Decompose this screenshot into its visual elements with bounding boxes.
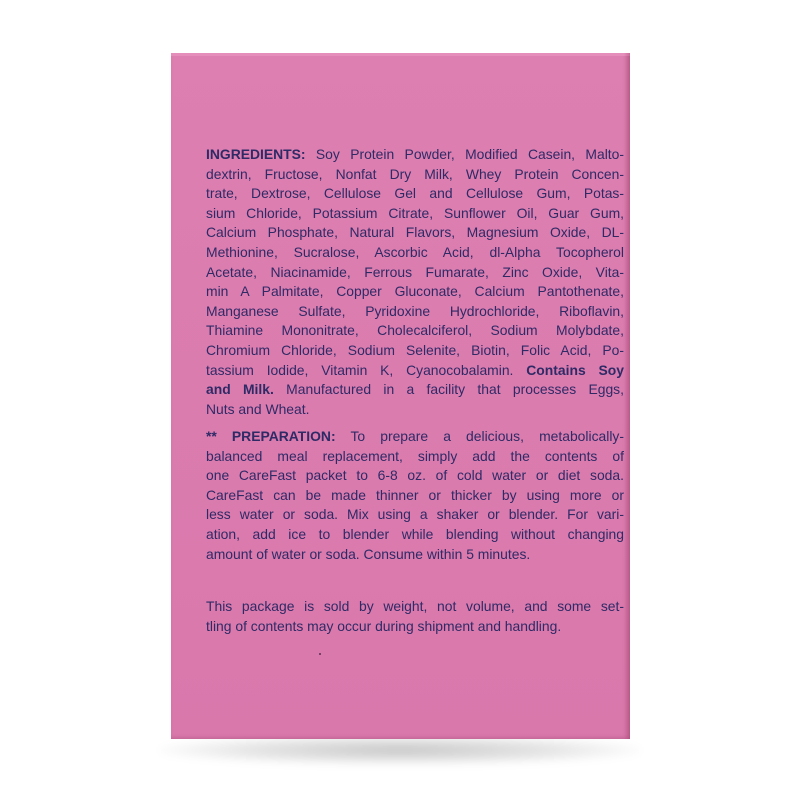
ingredients-line: Calcium Phosphate, Natural Flavors, Magnesium Oxide, DL- — [206, 224, 624, 241]
disclaimer-line: This package is sold by weight, not volume, and some set- — [206, 598, 624, 614]
preparation-heading: ** PREPARATION: — [206, 428, 336, 444]
preparation-line: ation, add ice to blender while blending without changing — [206, 525, 624, 542]
disclaimer-line: tling of contents may occur during shipment and handling. — [206, 617, 562, 634]
ingredients-heading: INGREDIENTS: — [206, 146, 306, 162]
ingredients-line: dextrin, Fructose, Nonfat Dry Milk, Whey Protein Concen- — [206, 165, 624, 182]
box-shadow — [160, 735, 640, 765]
print-speck — [319, 653, 321, 655]
ingredients-line: Acetate, Niacinamide, Ferrous Fumarate, Zinc Oxide, Vita- — [206, 263, 624, 280]
preparation-panel — [206, 427, 624, 564]
ingredients-panel — [206, 145, 624, 419]
ingredients-line: Methionine, Sucralose, Ascorbic Acid, dl-Alpha Tocopherol — [206, 243, 624, 260]
ingredients-line: trate, Dextrose, Cellulose Gel and Cellulose Gum, Potas- — [206, 185, 624, 202]
ingredients-line: Manganese Sulfate, Pyridoxine Hydrochloride, Riboflavin, — [206, 302, 624, 319]
box-right-edge — [624, 53, 630, 739]
ingredients-line: INGREDIENTS: Soy Protein Powder, Modified Casein, Malto- — [206, 146, 624, 162]
ingredients-line: min A Palmitate, Copper Gluconate, Calcium Pantothenate, — [206, 283, 624, 300]
ingredients-line — [206, 380, 624, 400]
ingredients-line: Nuts and Wheat. — [206, 400, 310, 417]
preparation-line: ** PREPARATION: To prepare a delicious, metabolically- — [206, 428, 624, 444]
ingredients-line: Chromium Chloride, Sodium Selenite, Biotin, Folic Acid, Po- — [206, 341, 624, 358]
allergen-statement: Contains Soy — [526, 361, 624, 378]
box-top-edge — [171, 53, 630, 56]
allergen-statement-cont: and Milk. — [206, 381, 274, 398]
ingredients-line: sium Chloride, Potassium Citrate, Sunflower Oil, Guar Gum, — [206, 204, 624, 221]
weight-disclaimer — [206, 597, 624, 636]
preparation-line: less water or soda. Mix using a shaker or blender. For vari- — [206, 506, 624, 523]
preparation-line: one CareFast packet to 6-8 oz. of cold water or diet soda. — [206, 467, 624, 484]
ingredients-line: tassium Iodide, Vitamin K, Cyanocobalamin. Contains Soy — [206, 361, 624, 378]
preparation-line: CareFast can be made thinner or thicker by using more or — [206, 486, 624, 503]
facility-statement: Manufactured in a facility that processes Eggs, — [273, 381, 624, 398]
ingredients-line: Thiamine Mononitrate, Cholecalciferol, Sodium Molybdate, — [206, 322, 624, 339]
preparation-line: balanced meal replacement, simply add the contents of — [206, 447, 624, 464]
preparation-line: amount of water or soda. Consume within 5 minutes. — [206, 545, 531, 562]
